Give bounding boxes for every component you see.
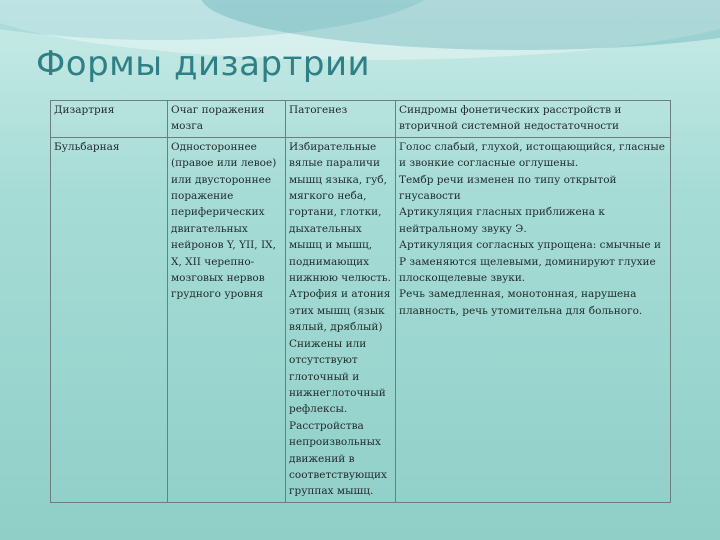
header-cell-form	[51, 101, 168, 138]
cell-pathogenesis	[286, 137, 396, 502]
table-row	[51, 137, 671, 502]
header-pathogenesis-label: Патогенез	[289, 104, 348, 116]
lesion-text: Одностороннее (правое или левое) или двустороннее поражение периферических двигательных нейронов Y, YII, IX, X, XII черепно- мозговых нервов грудного уровня	[171, 140, 277, 301]
header-syndromes-label: Синдромы фонетических расстройств и вторичной системной недостаточности	[399, 104, 622, 133]
header-cell-lesion	[168, 101, 286, 138]
header-cell-pathogenesis	[286, 101, 396, 138]
header-cell-syndromes	[396, 101, 671, 138]
cell-form	[51, 137, 168, 502]
header-lesion-label: Очаг поражения мозга	[171, 104, 265, 133]
header-form-label: Дизартрия	[54, 104, 115, 116]
table-header-row	[51, 101, 671, 138]
dysarthria-table	[50, 100, 671, 503]
cell-lesion	[168, 137, 286, 502]
form-name: Бульбарная	[54, 140, 120, 153]
slide-title: Формы дизартрии	[36, 44, 371, 84]
syndromes-text: Голос слабый, глухой, истощающийся, гласные и звонкие согласные оглушены. Тембр речи изменен по типу открытой гнусавости Артикуляция гласных приближена к нейтральному звуку Э. Артикуляция согласных упрощена: смычные и Р заменяются щелевыми, доминируют глухие плоскощелевые звуки. Речь замедленная, монотонная, нарушена плавность, речь утомительна для больного.	[399, 140, 665, 317]
cell-syndromes	[396, 137, 671, 502]
pathogenesis-text: Избирательные вялые параличи мышц языка, губ, мягкого неба, гортани, глотки, дыхательных мышц и мышц, поднимающих нижнюю челюсть. Атрофия и атония этих мышц (язык вялый, дряблый) Снижены или отсутствуют глоточный и нижнеглоточный рефлексы. Расстройства непроизвольных движений в соответствующих группах мышц.	[289, 140, 391, 498]
